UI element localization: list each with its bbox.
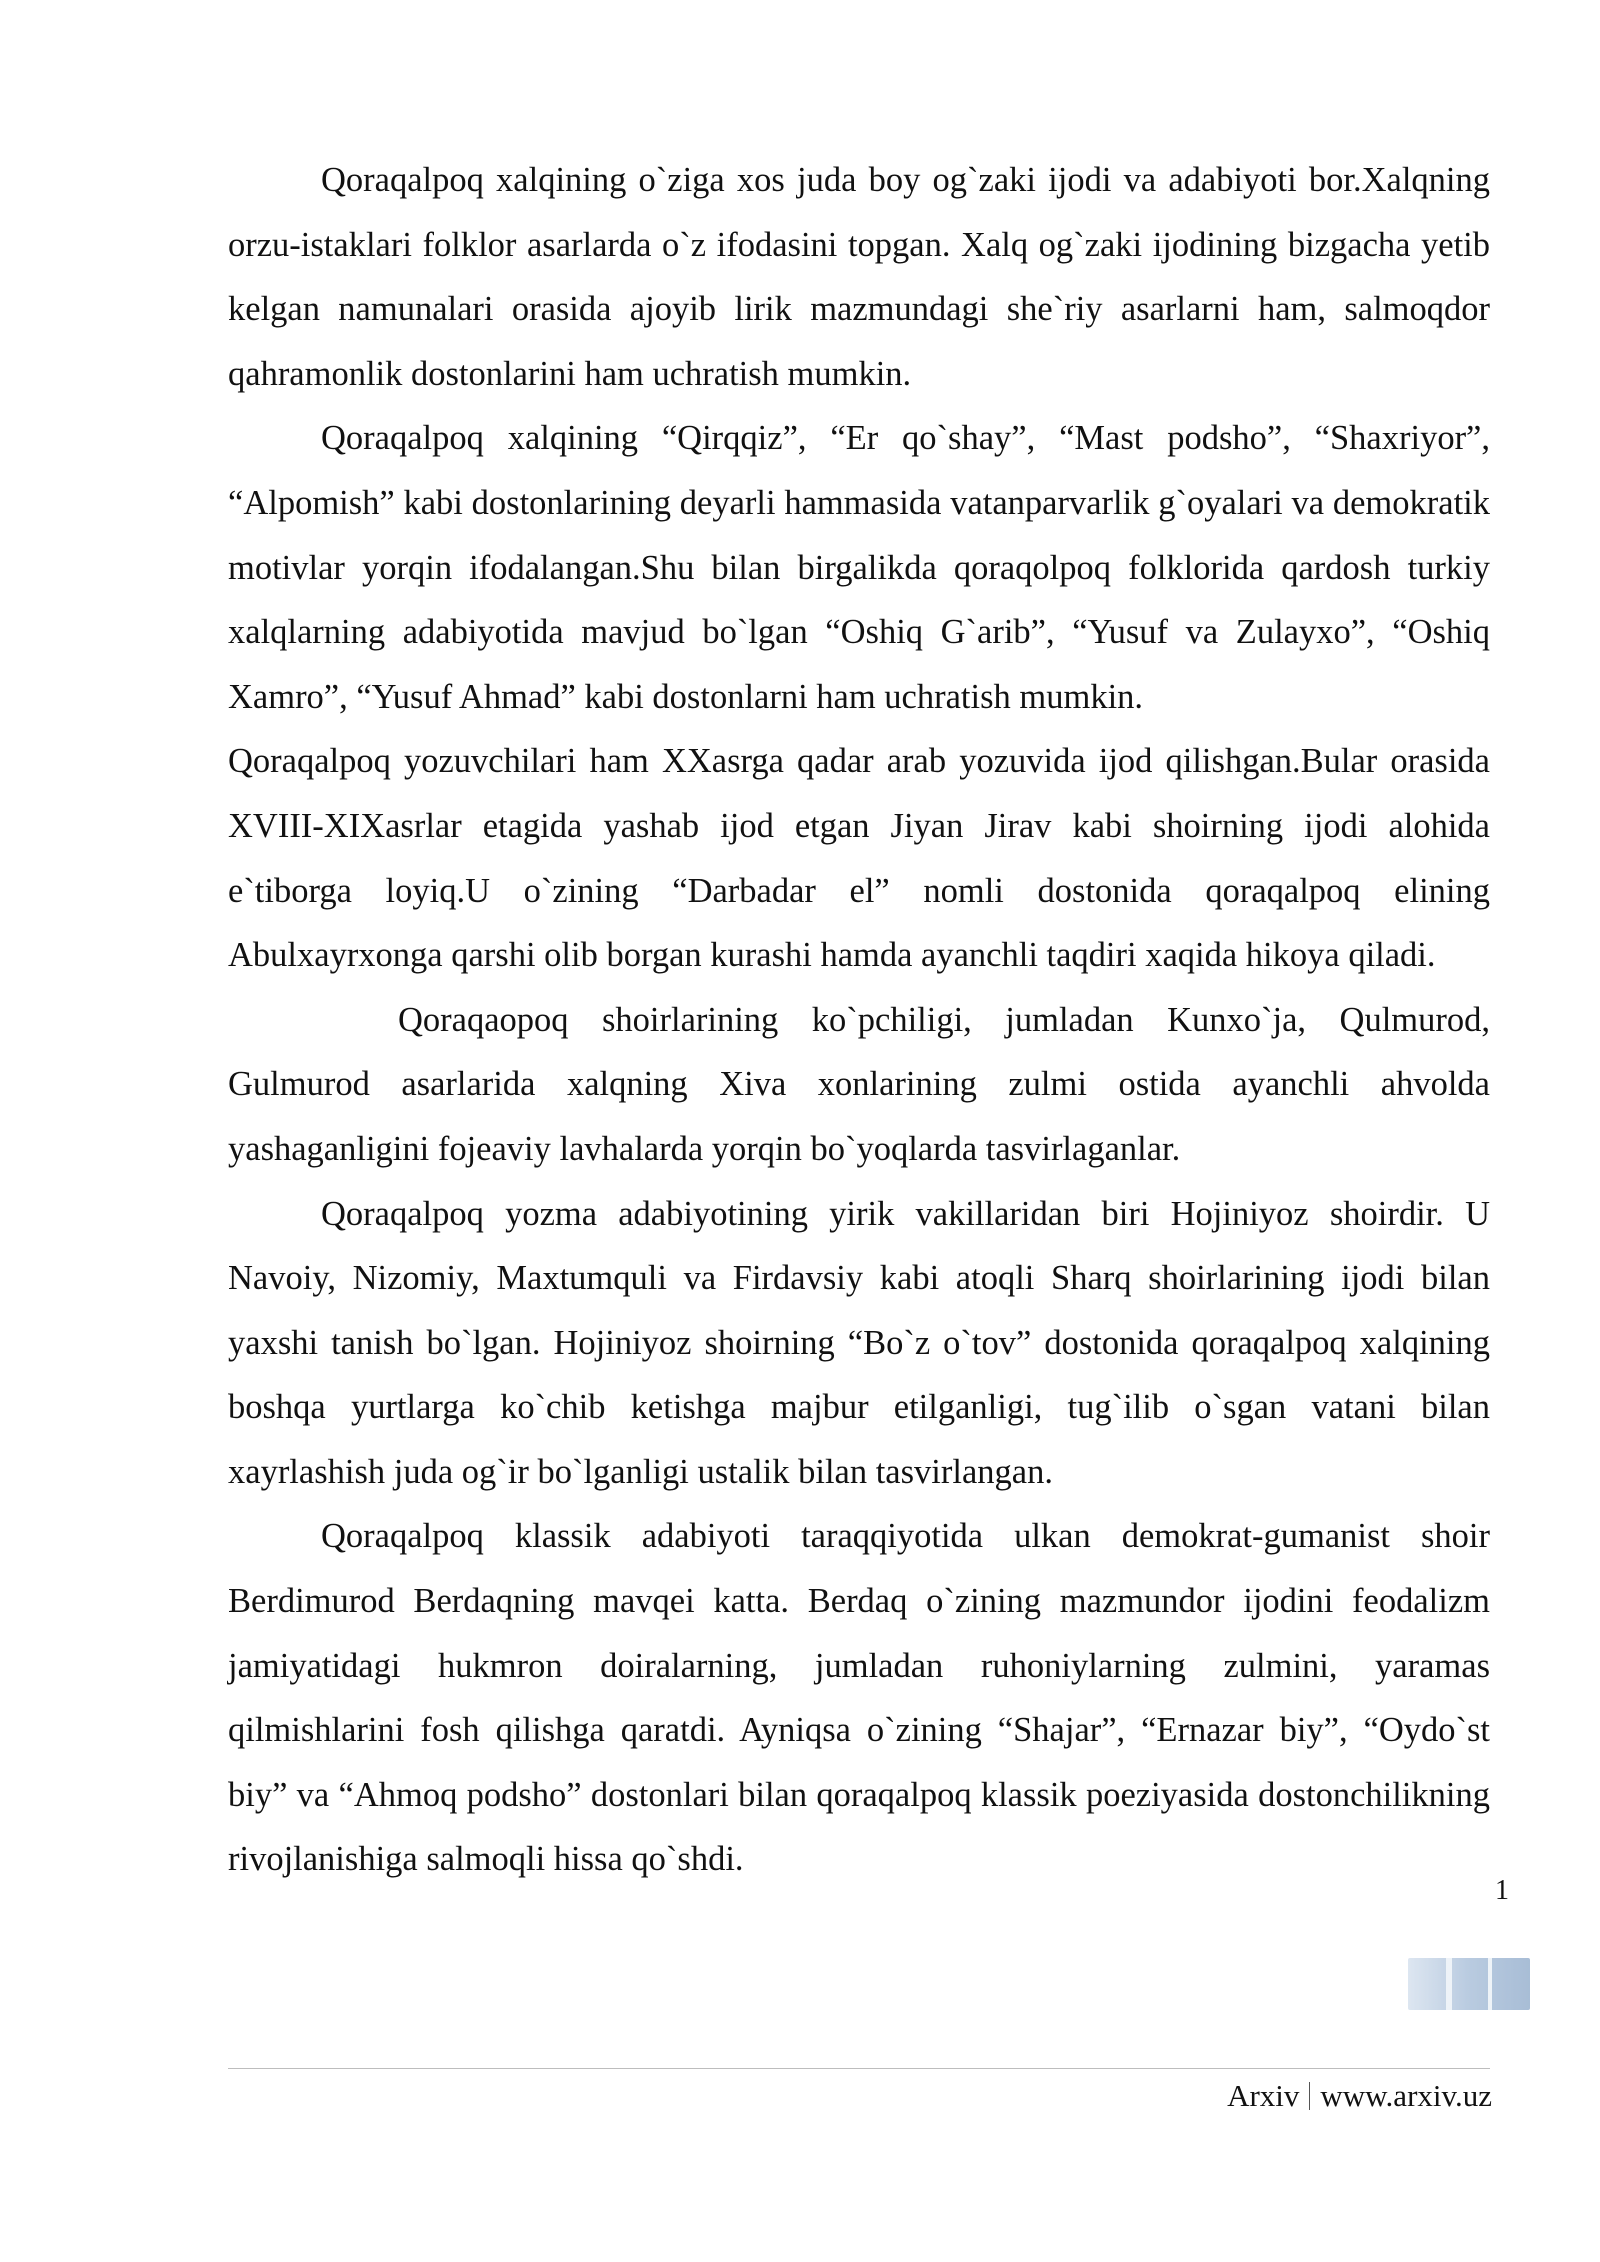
paragraph-3: Qoraqalpoq yozuvchilari ham XXasrga qadar arab yozuvida ijod qilishgan.Bular orasida XVIII-XIXasrlar etagida yashab ijod etgan Jiyan Jirav kabi shoirning ijodi alohida e`tiborga loyiq.U o`zining “Darbadar el” nomli dostonida qoraqalpoq elining Abulxayrxonga qarshi olib borgan kurashi hamda ayanchli taqdiri xaqida hikoya qiladi. (228, 742, 1490, 975)
footer (1227, 2078, 1492, 2114)
page-corner-mark (1408, 1958, 1530, 2010)
document-body (228, 148, 1490, 1892)
paragraph-2: Qoraqalpoq xalqining “Qirqqiz”, “Er qo`shay”, “Mast podsho”, “Shaxriyor”, “Alpomish” kabi dostonlarining deyarli hammasida vatanparvarlik g`oyalari va demokratik motivlar yorqin ifodalangan.Shu bilan birgalikda qoraqolpoq folklorida qardosh turkiy xalqlarning adabiyotida mavjud bo`lgan “Oshiq G`arib”, “Yusuf va Zulayxo”, “Oshiq Xamro”, “Yusuf Ahmad” kabi dostonlarni ham uchratish mumkin. (228, 419, 1490, 716)
paragraph-1: Qoraqalpoq xalqining o`ziga xos juda boy og`zaki ijodi va adabiyoti bor.Xalqning orzu-istaklari folklor asarlarda o`z ifodasini topgan. Xalq og`zaki ijodining bizgacha yetib kelgan namunalari orasida ajoyib lirik mazmundagi she`riy asarlarni ham, salmoqdor qahramonlik dostonlarini ham uchratish mumkin. (228, 161, 1490, 393)
footer-divider (228, 2068, 1490, 2069)
paragraph-4: Qoraqaopoq shoirlarining ko`pchiligi, jumladan Kunxo`ja, Qulmurod, Gulmurod asarlarida xalqning Xiva xonlarining zulmi ostida ayanchli ahvolda yashaganligini fojeaviy lavhalarda yorqin bo`yoqlarda tasvirlaganlar. (228, 1000, 1490, 1168)
paragraph-5: Qoraqalpoq yozma adabiyotining yirik vakillaridan biri Hojiniyoz shoirdir. U Navoiy, Nizomiy, Maxtumquli va Firdavsiy kabi atoqli Sharq shoirlarining ijodi bilan yaxshi tanish bo`lgan. Hojiniyoz shoirning “Bo`z o`tov” dostonida qoraqalpoq xalqining boshqa yurtlarga ko`chib ketishga majbur etilganligi, tug`ilib o`sgan vatani bilan xayrlashish juda og`ir bo`lganligi ustalik bilan tasvirlangan. (228, 1194, 1490, 1491)
footer-site-url[interactable]: www.arxiv.uz (1320, 2078, 1492, 2113)
page-number: 1 (1495, 1875, 1509, 1906)
paragraph-6: Qoraqalpoq klassik adabiyoti taraqqiyotida ulkan demokrat-gumanist shoir Berdimurod Berdaqning mavqei katta. Berdaq o`zining mazmundor ijodini feodalizm jamiyatidagi hukmron doiralarning, jumladan ruhoniylarning zulmini, yaramas qilmishlarini fosh qilishga qaratdi. Ayniqsa o`zining “Shajar”, “Ernazar biy”, “Oydo`st biy” va “Ahmoq podsho” dostonlari bilan qoraqalpoq klassik poeziyasida dostonchilikning rivojlanishiga salmoqli hissa qo`shdi. (228, 1517, 1490, 1879)
footer-separator (1309, 2082, 1310, 2110)
footer-site-name: Arxiv (1227, 2078, 1300, 2113)
